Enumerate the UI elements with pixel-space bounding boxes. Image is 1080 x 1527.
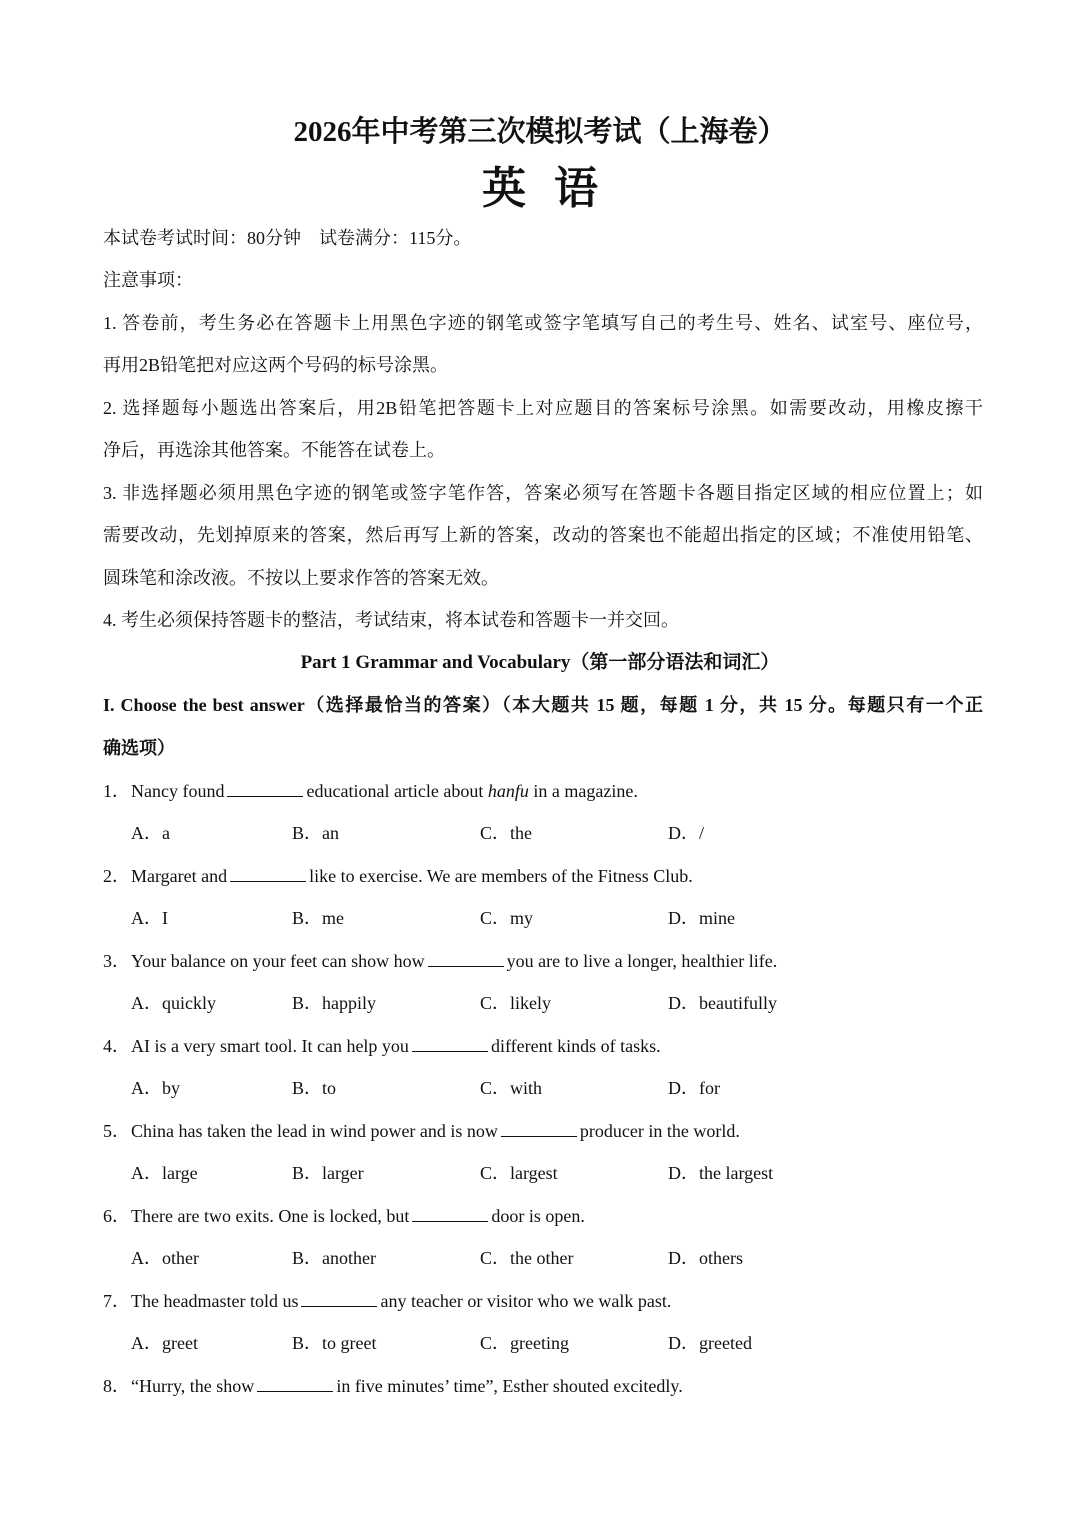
question-number: 2． — [103, 866, 130, 886]
option-a: A．a — [131, 823, 170, 843]
stem-text: in a magazine. — [533, 781, 638, 801]
stem-text: any teacher or visitor who we walk past. — [380, 1291, 672, 1311]
option-d: D．others — [668, 1248, 743, 1268]
options-row — [131, 1076, 951, 1100]
stem-text: “Hurry, the show — [131, 1376, 255, 1396]
option-c: C．the other — [480, 1248, 574, 1268]
option-a: A．greet — [131, 1333, 198, 1353]
option-a: A．quickly — [131, 993, 216, 1013]
stem-text: Margaret and — [131, 866, 228, 886]
option-c: C．likely — [480, 993, 551, 1013]
stem-text: The headmaster told us — [131, 1291, 299, 1311]
notice-line: 1. 答卷前，考生务必在答题卡上用黑色字迹的钢笔或签字笔填写自己的考生号、姓名、试室号、座位号， — [103, 313, 983, 333]
question-stem — [103, 1374, 683, 1398]
exam-title: 2026年中考第三次模拟考试（上海卷） — [293, 116, 787, 148]
question-stem — [103, 1289, 671, 1313]
answer-blank — [227, 780, 303, 797]
question-stem — [103, 949, 777, 973]
notice-line: 2. 选择题每小题选出答案后，用2B铅笔把答题卡上对应题目的答案标号涂黑。如需要改动，用橡皮擦干 — [103, 398, 983, 418]
question-number: 8． — [103, 1376, 130, 1396]
options-row — [131, 1331, 951, 1355]
question-number: 7． — [103, 1291, 130, 1311]
section-heading-cont: 确选项） — [103, 738, 175, 758]
stem-text: door is open. — [491, 1206, 585, 1226]
options-row — [131, 991, 951, 1015]
stem-text: China has taken the lead in wind power and is now — [131, 1121, 498, 1141]
option-c: C．my — [480, 908, 534, 928]
option-c: C．with — [480, 1078, 543, 1098]
option-d: D．beautifully — [668, 993, 777, 1013]
stem-text: producer in the world. — [579, 1121, 740, 1141]
question-number: 5． — [103, 1121, 130, 1141]
question-number: 3． — [103, 951, 130, 971]
stem-text: you are to live a longer, healthier life. — [506, 951, 778, 971]
option-d: D．greeted — [668, 1333, 752, 1353]
option-b: B．to — [292, 1078, 337, 1098]
option-b: B．happily — [292, 993, 376, 1013]
subject-title: 英语 — [482, 163, 626, 214]
option-b: B．me — [292, 908, 344, 928]
stem-italic: hanfu — [487, 781, 529, 801]
option-c: C．the — [480, 823, 532, 843]
notice-line: 圆珠笔和涂改液。不按以上要求作答的答案无效。 — [103, 568, 499, 588]
answer-blank — [257, 1375, 333, 1392]
stem-text: in five minutes’ time”, Esther shouted excitedly. — [336, 1376, 683, 1396]
stem-text: Your balance on your feet can show how — [131, 951, 425, 971]
notice-line: 3. 非选择题必须用黑色字迹的钢笔或签字笔作答，答案必须写在答题卡各题目指定区域的相应位置上；如 — [103, 483, 983, 503]
notice-heading: 注意事项： — [103, 270, 193, 290]
options-row — [131, 821, 951, 845]
answer-blank — [412, 1035, 488, 1052]
option-b: B．an — [292, 823, 339, 843]
option-b: B．larger — [292, 1163, 364, 1183]
option-a: A．large — [131, 1163, 198, 1183]
exam-info: 本试卷考试时间：80分钟 试卷满分：115分。 — [103, 228, 472, 248]
notice-line: 再用2B铅笔把对应这两个号码的标号涂黑。 — [103, 355, 449, 375]
question-number: 1． — [103, 781, 130, 801]
stem-text: Nancy found — [131, 781, 225, 801]
answer-blank — [428, 950, 504, 967]
stem-text: educational article about — [306, 781, 484, 801]
question-number: 6． — [103, 1206, 130, 1226]
question-stem — [103, 864, 693, 888]
section-heading: I. Choose the best answer（选择最恰当的答案）（本大题共 15 题，每题 1 分，共 15 分。每题只有一个正 — [103, 695, 983, 715]
question-stem — [103, 779, 638, 803]
part-title: Part 1 Grammar and Vocabulary（第一部分语法和词汇） — [300, 652, 780, 673]
notice-line: 净后，再选涂其他答案。不能答在试卷上。 — [103, 440, 445, 460]
option-a: A．other — [131, 1248, 199, 1268]
option-b: B．another — [292, 1248, 376, 1268]
notice-line: 需要改动，先划掉原来的答案，然后再写上新的答案，改动的答案也不能超出指定的区域；不准使用铅笔、 — [103, 525, 983, 545]
option-a: A．I — [131, 908, 168, 928]
answer-blank — [230, 865, 306, 882]
option-b: B．to greet — [292, 1333, 377, 1353]
notice-line: 4. 考生必须保持答题卡的整洁，考试结束，将本试卷和答题卡一并交回。 — [103, 610, 679, 630]
option-d: D．mine — [668, 908, 735, 928]
options-row — [131, 906, 951, 930]
stem-text: There are two exits. One is locked, but — [131, 1206, 410, 1226]
option-d: D．/ — [668, 823, 704, 843]
question-stem — [103, 1204, 585, 1228]
option-a: A．by — [131, 1078, 180, 1098]
question-number: 4． — [103, 1036, 130, 1056]
stem-text: different kinds of tasks. — [490, 1036, 661, 1056]
question-stem — [103, 1119, 740, 1143]
option-c: C．greeting — [480, 1333, 569, 1353]
answer-blank — [301, 1290, 377, 1307]
question-stem — [103, 1034, 661, 1058]
option-d: D．for — [668, 1078, 720, 1098]
stem-text: AI is a very smart tool. It can help you — [131, 1036, 409, 1056]
options-row — [131, 1161, 951, 1185]
stem-text: like to exercise. We are members of the Fitness Club. — [309, 866, 693, 886]
options-row — [131, 1246, 951, 1270]
answer-blank — [412, 1205, 488, 1222]
option-c: C．largest — [480, 1163, 558, 1183]
option-d: D．the largest — [668, 1163, 774, 1183]
answer-blank — [501, 1120, 577, 1137]
